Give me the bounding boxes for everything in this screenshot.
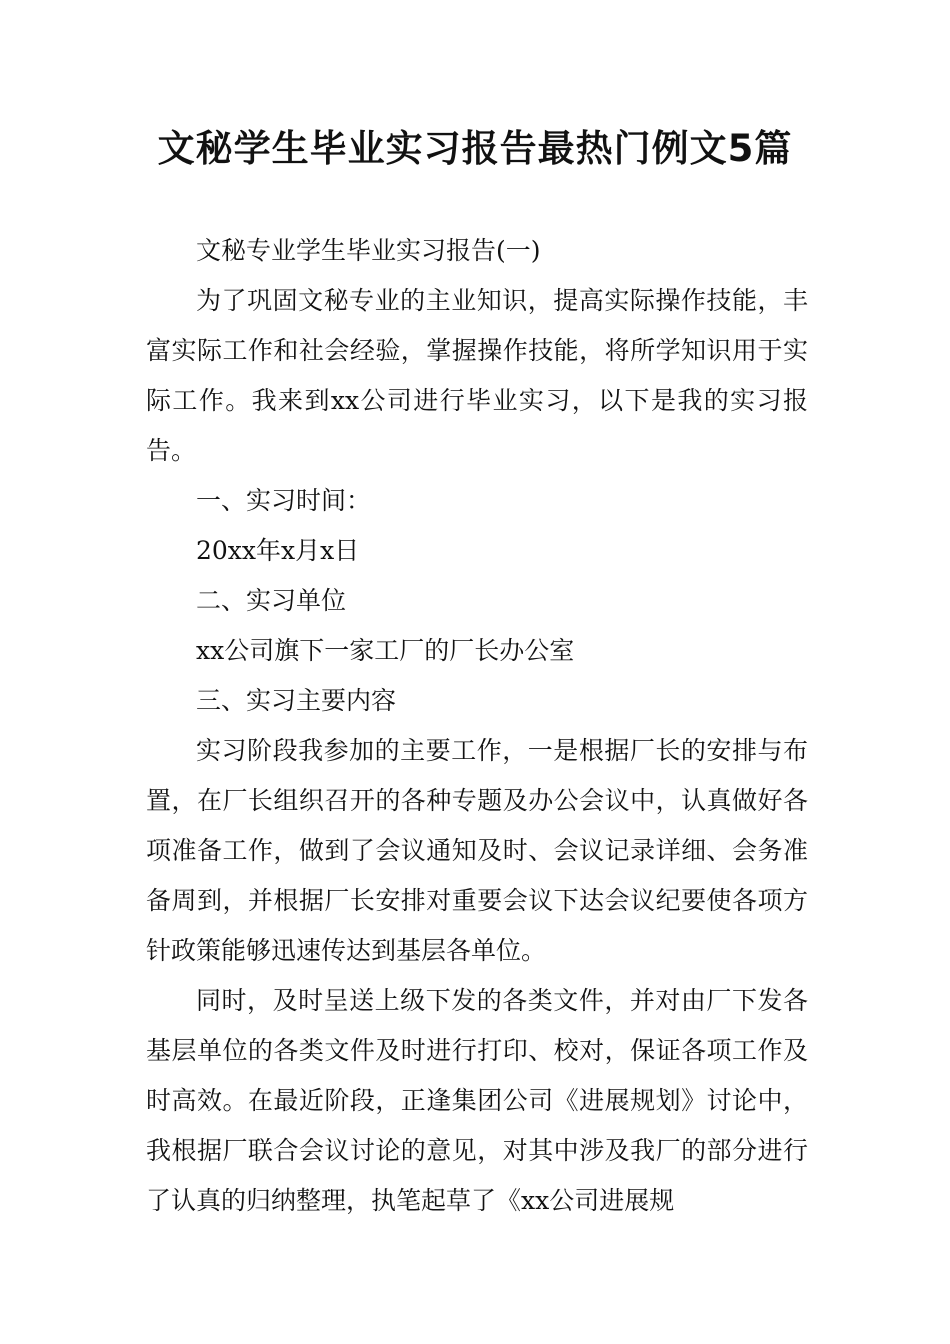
internship-time-value: 20xx年x月x日 [196, 536, 360, 565]
internship-content-heading: 三、实习主要内容 [196, 686, 397, 715]
intro-paragraph: 为了巩固文秘专业的主业知识，提高实际操作技能，丰富实际工作和社会经验，掌握操作技能，将所学知识用于实际工作。我来到xx公司进行毕业实习，以下是我的实习报告。 [146, 286, 808, 465]
document-body [146, 226, 808, 1226]
internship-time-heading: 一、实习时间： [196, 486, 372, 515]
document-title: 文秘学生毕业实习报告最热门例文5篇 [157, 127, 793, 170]
internship-unit-value: xx公司旗下一家工厂的厂长办公室 [196, 636, 575, 665]
internship-unit-heading: 二、实习单位 [196, 586, 347, 615]
content-paragraph-1: 实习阶段我参加的主要工作，一是根据厂长的安排与布置，在厂长组织召开的各种专题及办公会议中，认真做好各项准备工作，做到了会议通知及时、会议记录详细、会务准备周到，并根据厂长安排对重要会议下达会议纪要使各项方针政策能够迅速传达到基层各单位。 [146, 736, 808, 965]
section-heading: 文秘专业学生毕业实习报告(一) [196, 236, 541, 265]
content-paragraph-2: 同时，及时呈送上级下发的各类文件，并对由厂下发各基层单位的各类文件及时进行打印、校对，保证各项工作及时高效。在最近阶段，正逢集团公司《进展规划》讨论中，我根据厂联合会议讨论的意见，对其中涉及我厂的部分进行了认真的归纳整理，执笔起草了《xx公司进展规 [146, 986, 808, 1215]
